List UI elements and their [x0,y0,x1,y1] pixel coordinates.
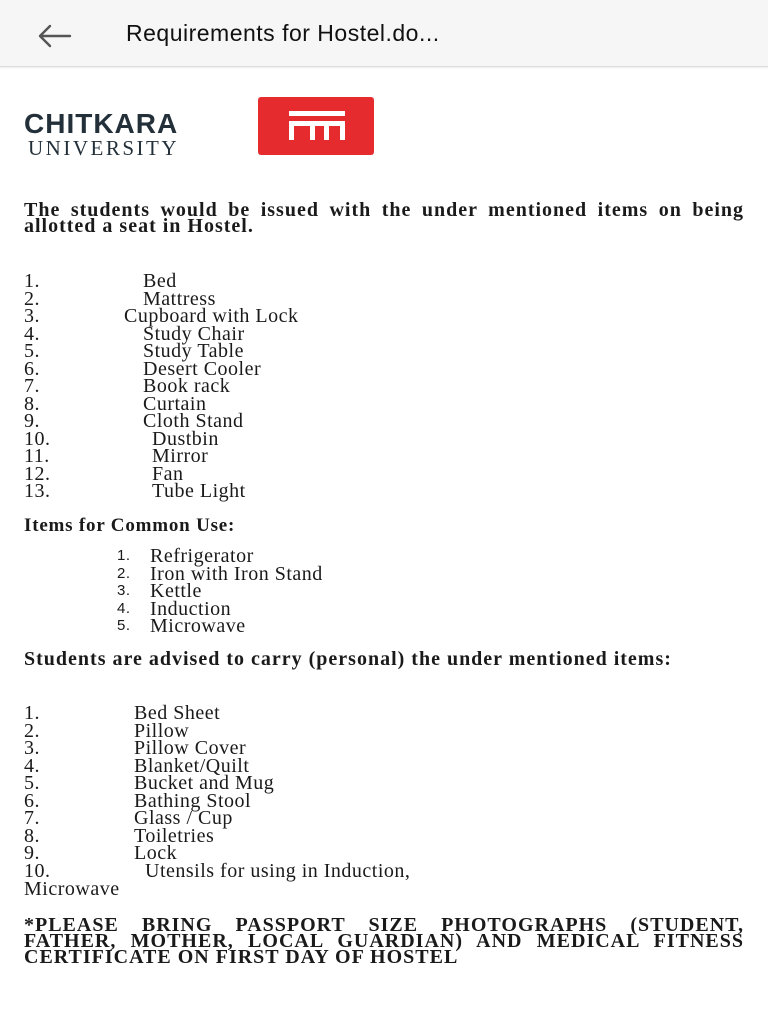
notice-paragraph: *PLEASE BRING PASSPORT SIZE PHOTOGRAPHS (STUDENT, FATHER, MOTHER, LOCAL GUARDIAN) AND MEDICAL FITNESS CERTIFICATE ON FIRST DAY OF HOSTEL [24,914,744,968]
list-item-number: 12. [24,462,51,485]
list-item: Mirror [152,445,209,467]
list-item-number: 1. [24,702,40,724]
list-item: Utensils for using in Induction, [145,859,411,882]
list-item: Bed Sheet [134,702,221,724]
document-title: Requirements for Hostel.do... [126,20,440,46]
list-item: Tube Light [152,480,246,502]
list-item: Pillow [134,719,190,742]
list-item-number: 1. [117,547,131,564]
list-item-number: 3. [24,737,40,759]
list-item: Bed [143,270,177,292]
list-item-number: 2. [117,564,131,582]
list-item: Lock [134,842,178,864]
list-item: Book rack [143,375,231,397]
list-item-number: 6. [24,357,40,380]
list-item: Blanket/Quilt [134,754,250,777]
list-item: Bucket and Mug [134,772,275,794]
list-item: Iron with Iron Stand [150,562,323,585]
list-item-number: 9. [24,842,40,864]
list-item: Study Chair [143,322,245,345]
list-item-number: 2. [24,719,40,742]
list-item: Cupboard with Lock [124,305,299,327]
common-use-heading: Items for Common Use: [24,515,236,536]
personal-items-intro: Students are advised to carry (personal) the under mentioned items: [24,648,672,670]
list-item: Fan [152,462,184,485]
list-item-number: 5. [117,617,131,634]
list-item: Dustbin [152,427,219,450]
list-item: Pillow Cover [134,737,247,759]
logo-emblem [258,97,374,155]
list-item-number: 2. [24,287,40,310]
list-item: Study Table [143,340,244,362]
list-item-number: 3. [117,582,131,599]
list-item-number: 10. [24,427,51,450]
list-item-number: 5. [24,340,40,362]
logo-wordmark: CHITKARA [24,108,179,139]
list-item: Toiletries [134,824,215,847]
university-logo [24,97,384,159]
list-item-number: 7. [24,375,40,397]
list-item: Curtain [143,392,207,415]
intro-paragraph: The students would be issued with the under mentioned items on being allotted a seat in Hostel. [24,199,744,237]
list-item-number: 7. [24,807,40,829]
list-item-number: 8. [24,824,40,847]
list-item: Cloth Stand [143,410,244,432]
list-item-number: 1. [24,270,40,292]
list-item-number: 10. [24,859,51,882]
list-item: Induction [150,597,232,620]
list-item: Kettle [150,580,202,602]
list-item-number: 5. [24,772,40,794]
list-item-number: 8. [24,392,40,415]
arrow-left-icon [30,16,78,56]
list-item: Mattress [143,287,216,310]
list-item: Refrigerator [150,545,254,567]
list-item-number: 6. [24,789,40,812]
list-item-number: 13. [24,480,51,502]
list-item: Microwave [150,615,246,637]
list-item: Glass / Cup [134,807,233,829]
logo-subtitle: UNIVERSITY [28,136,179,160]
document-page [0,67,768,1024]
list-item: Bathing Stool [134,789,252,812]
list-item-number: 9. [24,410,40,432]
list-item-number: 11. [24,445,50,467]
back-button[interactable] [30,16,78,56]
list-item-number: 3. [24,305,40,327]
personal-item-wrap-line: Microwave [24,878,120,900]
list-item: Desert Cooler [143,357,262,380]
list-item-number: 4. [117,599,131,617]
app-bar [0,0,768,67]
list-item-number: 4. [24,322,40,345]
list-item-number: 4. [24,754,40,777]
